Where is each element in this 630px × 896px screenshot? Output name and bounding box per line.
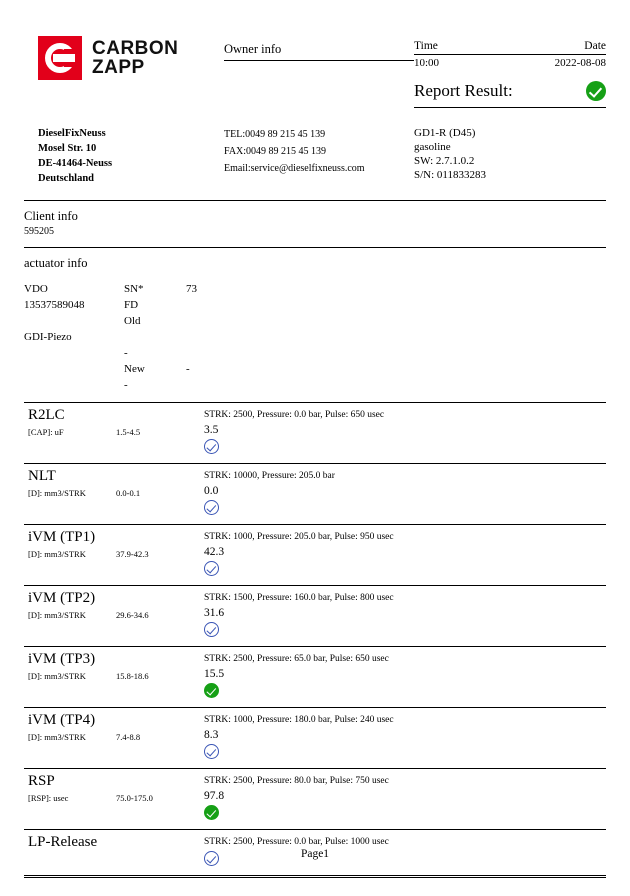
check-green-icon [204,683,219,698]
test-results-table [24,402,606,876]
company-email[interactable]: Email:service@dieselfixneuss.com [224,163,365,174]
test-params: STRK: 1500, Pressure: 160.0 bar, Pulse: 800 usec [204,593,394,603]
actuator-cell [124,329,186,345]
test-row [24,402,606,463]
carbon-zapp-logo-icon [38,36,82,80]
device-sn: S/N: 011833283 [414,169,487,181]
test-left [24,406,184,459]
test-range: 37.9-42.3 [116,549,149,559]
test-row [24,646,606,707]
actuator-cell: - [186,363,190,375]
actuator-cell: VDO [24,283,48,295]
company-logo-block [24,28,224,108]
test-value: 42.3 [204,546,225,558]
test-name: NLT [28,468,56,484]
test-left [24,528,184,581]
test-params: STRK: 2500, Pressure: 0.0 bar, Pulse: 1000 usec [204,837,389,847]
test-right [184,772,606,825]
actuator-table [24,281,606,396]
device-info [414,126,606,186]
test-left [24,772,184,825]
test-right [184,650,606,703]
owner-info-block [224,28,414,108]
actuator-cell: GDI-Piezo [24,331,72,343]
test-row [24,463,606,524]
date-label: Date [584,40,606,52]
report-result-pass-icon [586,81,606,101]
actuator-cell: New [124,363,145,375]
test-status [204,683,606,703]
test-left [24,467,184,520]
actuator-info [24,256,606,396]
test-params: STRK: 1000, Pressure: 205.0 bar, Pulse: 950 usec [204,532,394,542]
actuator-cell [24,345,124,361]
company-street: Mosel Str. 10 [38,143,97,154]
test-left [24,589,184,642]
test-name: iVM (TP3) [28,651,96,667]
test-name: LP-Release [28,834,98,850]
company-country: Deutschland [38,173,95,184]
actuator-cell [186,297,306,313]
test-params: STRK: 2500, Pressure: 80.0 bar, Pulse: 750 usec [204,776,389,786]
test-status [204,744,606,764]
actuator-cell: FD [124,299,139,311]
test-params: STRK: 2500, Pressure: 65.0 bar, Pulse: 650 usec [204,654,389,664]
test-status [204,561,606,581]
actuator-cell: - [124,379,128,391]
test-left [24,650,184,703]
test-value: 3.5 [204,424,219,436]
actuator-cell: 73 [186,283,197,295]
actuator-info-title: actuator info [24,256,88,270]
owner-info-rule [224,60,414,61]
owner-info-label: Owner info [224,42,282,56]
test-range: 15.8-18.6 [116,671,149,681]
actuator-row [24,313,606,329]
actuator-cell: - [124,347,128,359]
check-blue-icon [204,439,219,454]
check-blue-icon [204,500,219,515]
test-unit: [D]: mm3/STRK [28,732,86,742]
test-unit-row [28,670,184,682]
actuator-row [24,377,606,393]
report-result-rule [414,107,606,108]
check-blue-icon [204,561,219,576]
check-green-icon [204,805,219,820]
test-row [24,524,606,585]
test-value: 15.5 [204,668,225,680]
time-value: 10:00 [414,57,440,69]
company-name: DieselFixNeuss [38,128,106,139]
test-unit-row [28,731,184,743]
actuator-row [24,345,606,361]
logo-text-line2: ZAPP [92,57,145,78]
report-result [414,81,606,107]
test-value: 8.3 [204,729,219,741]
test-unit: [D]: mm3/STRK [28,488,86,498]
device-fuel: gasoline [414,141,451,153]
test-name: iVM (TP4) [28,712,96,728]
actuator-row [24,361,606,377]
test-name: iVM (TP2) [28,590,96,606]
logo-text-line1: CARBON [92,38,179,59]
check-blue-icon [204,622,219,637]
footer-rule [24,877,606,878]
test-left [24,711,184,764]
company-tel: TEL:0049 89 215 45 139 [224,129,326,140]
test-unit-row [28,426,184,438]
test-params: STRK: 1000, Pressure: 180.0 bar, Pulse: 240 usec [204,715,394,725]
actuator-cell: 13537589048 [24,299,85,311]
test-unit-row [28,609,184,621]
logo-text [92,39,178,77]
test-status [204,500,606,520]
test-status [204,622,606,642]
report-result-label: Report Result: [414,81,513,100]
actuator-cell [24,377,124,393]
test-right [184,589,606,642]
page-footer: Page1 [300,848,330,860]
actuator-cell [186,345,306,361]
time-date-labels [414,40,606,54]
check-blue-icon [204,744,219,759]
test-value: 97.8 [204,790,225,802]
test-status [204,805,606,825]
test-range: 29.6-34.6 [116,610,149,620]
actuator-cell: Old [124,315,141,327]
test-right [184,711,606,764]
tests-bottom-rule [24,875,606,876]
actuator-row [24,329,606,345]
test-unit: [CAP]: uF [28,427,64,437]
date-value: 2022-08-08 [554,57,606,69]
actuator-row [24,297,606,313]
company-address [24,126,224,186]
test-value: 0.0 [204,485,219,497]
info-separator [24,200,606,201]
test-params: STRK: 10000, Pressure: 205.0 bar [204,471,335,481]
test-unit: [D]: mm3/STRK [28,671,86,681]
test-params: STRK: 2500, Pressure: 0.0 bar, Pulse: 650 usec [204,410,385,420]
actuator-cell [24,361,124,377]
actuator-cell: SN* [124,283,144,295]
test-range: 1.5-4.5 [116,427,141,437]
test-row [24,707,606,768]
test-name: R2LC [28,407,65,423]
test-right [184,528,606,581]
company-city: DE-41464-Neuss [38,158,113,169]
test-right [184,467,606,520]
test-unit: [RSP]: usec [28,793,69,803]
test-row [24,768,606,829]
test-value: 31.6 [204,607,225,619]
time-date-values [414,55,606,69]
info-block [24,126,606,186]
actuator-cell [186,313,306,329]
test-unit-row [28,548,184,560]
test-right [184,406,606,459]
actuator-cell [186,329,306,345]
device-sw: SW: 2.7.1.0.2 [414,155,475,167]
actuator-cell [24,313,124,329]
client-info [24,209,606,237]
test-name: RSP [28,773,55,789]
test-unit-row [28,792,184,804]
actuator-cell [186,377,306,393]
device-model: GD1-R (D45) [414,127,476,139]
client-separator [24,247,606,248]
test-unit-row [28,487,184,499]
logo [38,36,224,80]
test-unit: [D]: mm3/STRK [28,610,86,620]
client-info-title: Client info [24,209,78,223]
test-range: 75.0-175.0 [116,793,153,803]
test-range: 0.0-0.1 [116,488,141,498]
time-label: Time [414,40,438,52]
actuator-row [24,281,606,297]
test-status [204,439,606,459]
company-contact [224,126,414,186]
client-id: 595205 [24,226,54,237]
test-row [24,585,606,646]
test-range: 7.4-8.8 [116,732,141,742]
meta-block [414,28,606,108]
test-unit: [D]: mm3/STRK [28,549,86,559]
report-header [24,28,606,108]
company-fax: FAX:0049 89 215 45 139 [224,146,327,157]
test-name: iVM (TP1) [28,529,96,545]
